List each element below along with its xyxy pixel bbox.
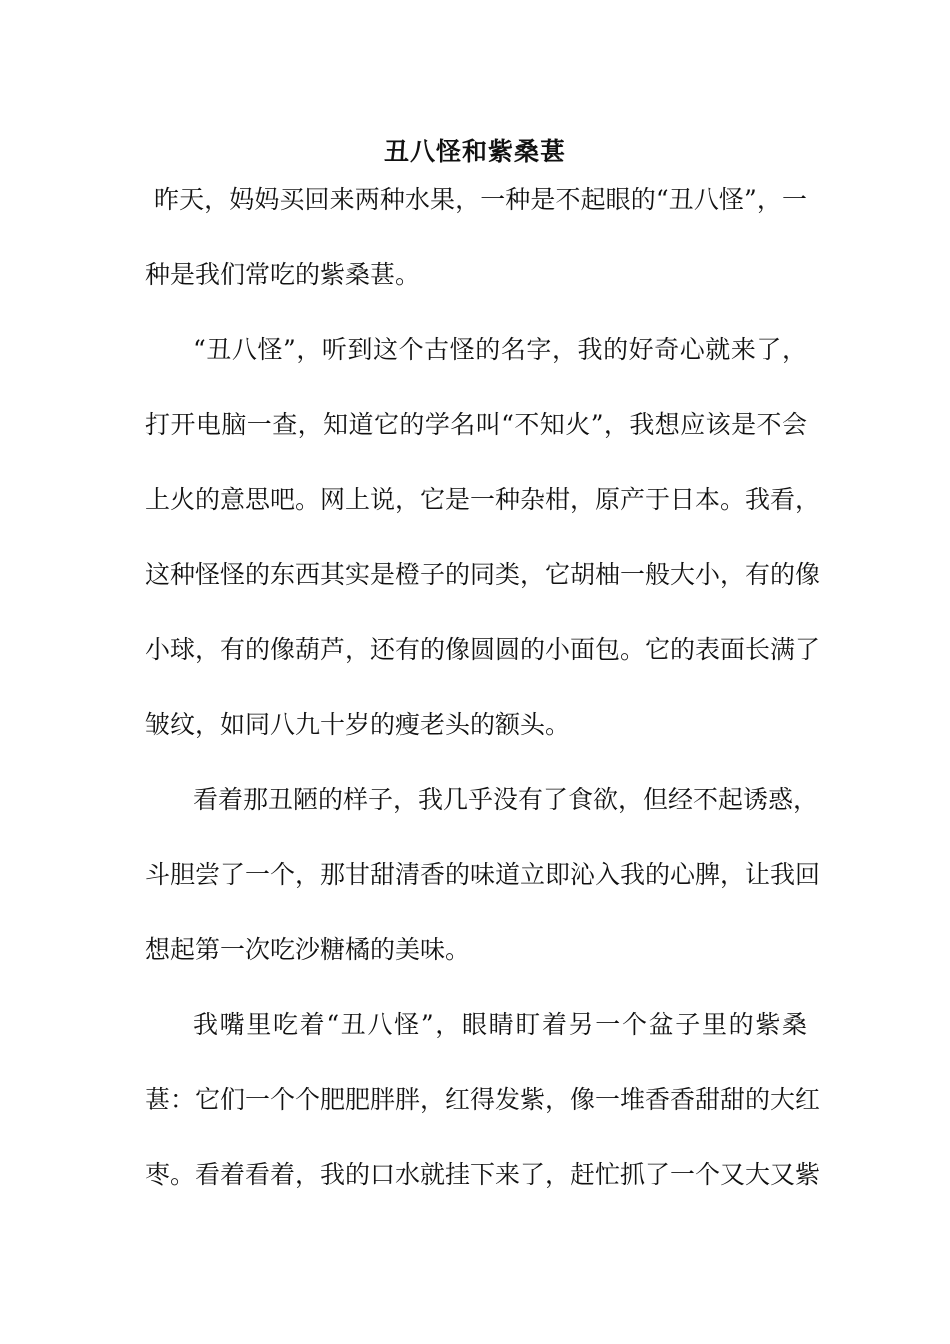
paragraph-line: 皱纹，如同八九十岁的瘦老头的额头。 <box>145 710 571 739</box>
paragraph-line: 昨天，妈妈买回来两种水果，一种是不起眼的“丑八怪”，一 <box>154 185 807 214</box>
paragraph-line: 葚：它们一个个肥肥胖胖，红得发紫，像一堆香香甜甜的大红 <box>145 1085 821 1114</box>
paragraph-line: 看着那丑陋的样子，我几乎没有了食欲，但经不起诱惑， <box>193 785 819 814</box>
paragraph-line: 这种怪怪的东西其实是橙子的同类，它胡柚一般大小，有的像 <box>145 560 821 589</box>
paragraph-line: 我嘴里吃着“丑八怪”，眼睛盯着另一个盆子里的紫桑 <box>193 1010 807 1039</box>
paragraph-line: 斗胆尝了一个，那甘甜清香的味道立即沁入我的心脾，让我回 <box>145 860 821 889</box>
page-title: 丑八怪和紫桑葚 <box>383 137 566 166</box>
paragraph-line: 上火的意思吧。网上说，它是一种杂柑，原产于日本。我看， <box>145 485 821 514</box>
paragraph-line: 打开电脑一查，知道它的学名叫“不知火”，我想应该是不会 <box>145 410 807 439</box>
paragraph-line: 种是我们常吃的紫桑葚。 <box>145 260 421 289</box>
paragraph-line: 小球，有的像葫芦，还有的像圆圆的小面包。它的表面长满了 <box>145 635 821 664</box>
paragraph-line: 枣。看着看着，我的口水就挂下来了，赶忙抓了一个又大又紫 <box>145 1160 821 1189</box>
paragraph-line: 想起第一次吃沙糖橘的美味。 <box>145 935 471 964</box>
paragraph-line: “丑八怪”，听到这个古怪的名字，我的好奇心就来了， <box>193 335 807 364</box>
